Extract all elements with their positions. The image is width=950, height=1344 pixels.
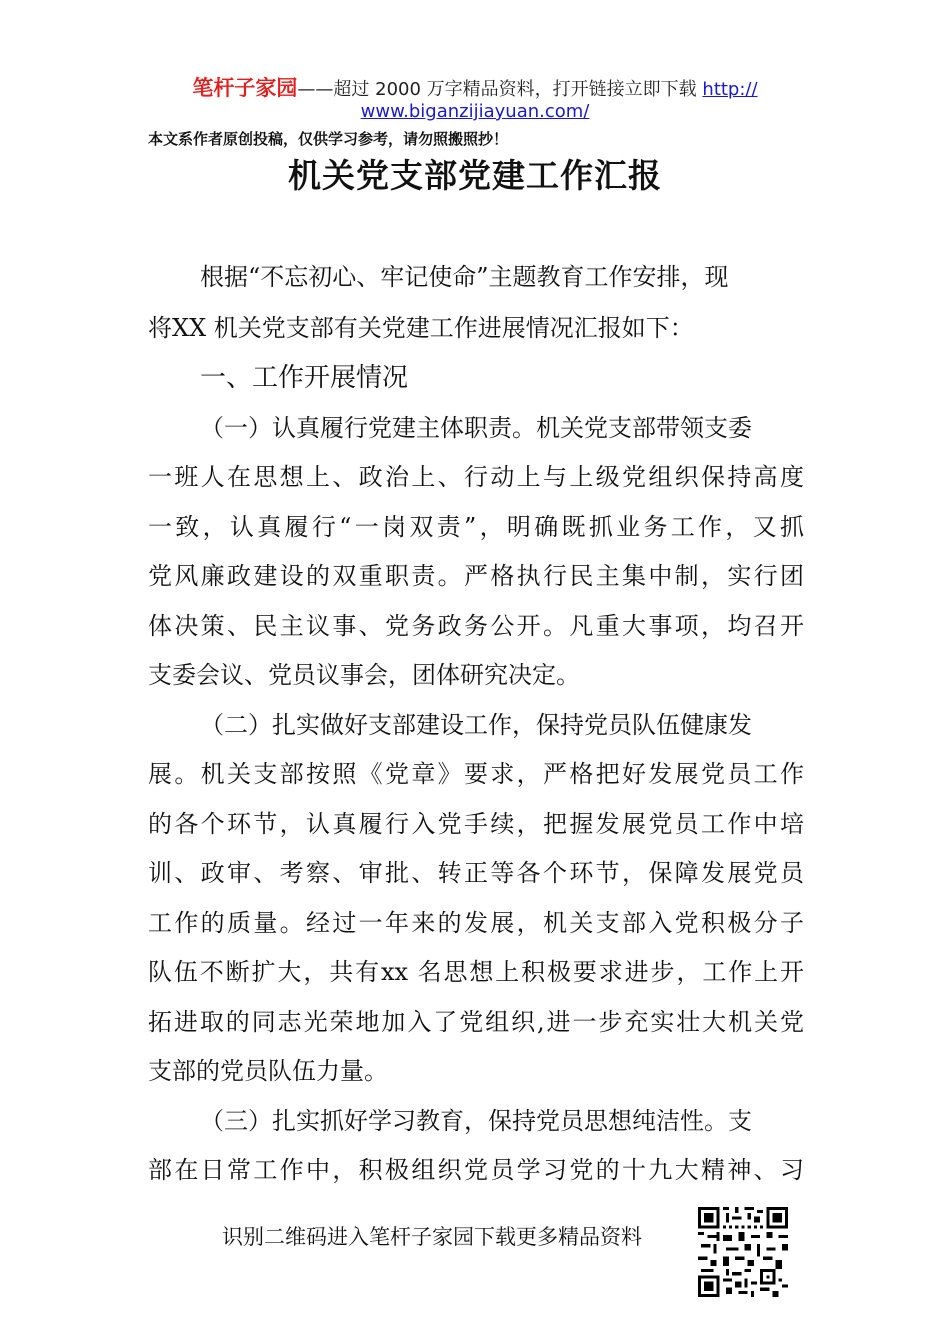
paragraph-line: 训、政审、考察、审批、转正等各个环节，保障发展党员 (148, 859, 804, 887)
paragraph-line: 根据“不忘初心、牢记使命”主题教育工作安排，现 (200, 263, 729, 291)
section-heading: 一、工作开展情况 (200, 363, 409, 393)
footer-text: 识别二维码进入笔杆子家园下载更多精品资料 (222, 1225, 642, 1249)
copyright-notice: 本文系作者原创投稿，仅供学习参考，请勿照搬照抄！ (148, 130, 509, 148)
paragraph-line: 展。机关支部按照《党章》要求，严格把好发展党员工作 (148, 760, 804, 788)
header-link-line (0, 100, 950, 124)
paragraph-line: 部在日常工作中，积极组织党员学习党的十九大精神、习 (148, 1156, 804, 1184)
paragraph-line: 队伍不断扩大，共有xx 名思想上积极要求进步，工作上开 (148, 958, 804, 986)
paragraph-line: 一致，认真履行“一岗双责”，明确既抓业务工作，又抓 (148, 513, 804, 541)
paragraph-line: （二）扎实做好支部建设工作，保持党员队伍健康发 (200, 711, 752, 739)
paragraph-line: 的各个环节，认真履行入党手续，把握发展党员工作中培 (148, 810, 804, 838)
paragraph-line: 一班人在思想上、政治上、行动上与上级党组织保持高度 (148, 463, 804, 491)
paragraph-line: （一）认真履行党建主体职责。机关党支部带领支委 (200, 414, 752, 442)
qr-code-icon[interactable] (698, 1207, 788, 1297)
brand-name: 笔杆子家园 (192, 76, 298, 100)
paragraph-line: 工作的质量。经过一年来的发展，机关支部入党积极分子 (148, 909, 804, 937)
document-title: 机关党支部党建工作汇报 (288, 156, 662, 195)
promo-text: ——超过 2000 万字精品资料，打开链接立即下载 (297, 79, 703, 100)
paragraph-line: 支委会议、党员议事会，团体研究决定。 (148, 661, 580, 689)
paragraph-line: 党风廉政建设的双重职责。严格执行民主集中制，实行团 (148, 562, 804, 590)
paragraph-line: 体决策、民主议事、党务政务公开。凡重大事项，均召开 (148, 612, 804, 640)
download-link-part2[interactable]: www.biganzijiayuan.com/ (360, 101, 590, 122)
paragraph-line: 支部的党员队伍力量。 (148, 1057, 388, 1085)
paragraph-line: 将XX 机关党支部有关党建工作进展情况汇报如下： (148, 314, 694, 342)
paragraph-line: （三）扎实抓好学习教育，保持党员思想纯洁性。支 (200, 1107, 752, 1135)
header-promo-line (0, 76, 950, 102)
download-link-part1[interactable]: http:// (702, 79, 758, 100)
paragraph-line: 拓进取的同志光荣地加入了党组织,进一步充实壮大机关党 (148, 1008, 804, 1036)
